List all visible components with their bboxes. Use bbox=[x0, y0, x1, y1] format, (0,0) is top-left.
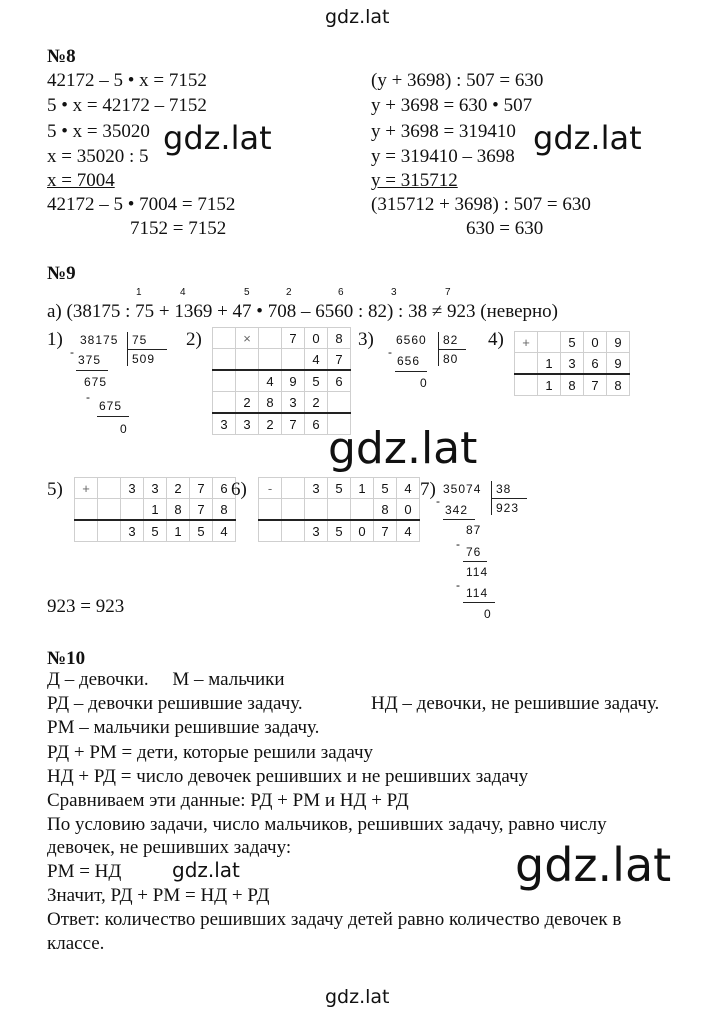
div1-underline bbox=[97, 416, 129, 417]
digit: 5 bbox=[190, 520, 213, 542]
watermark-top: gdz.lat bbox=[325, 6, 390, 28]
task8-title: №8 bbox=[47, 46, 76, 67]
expression-text: a) (38175 : 75 + 1369 + 47 • 708 – 6560 : 82) : 38 bbox=[47, 301, 428, 322]
step-label: 4) bbox=[488, 329, 504, 350]
task10-line: НД + РД = число девочек решивших и не решивших задачу bbox=[47, 766, 529, 787]
task8-right-check: (315712 + 3698) : 507 = 630 bbox=[371, 194, 591, 215]
task10-title: №10 bbox=[47, 648, 86, 669]
div7-quotient: 923 bbox=[496, 501, 520, 515]
digit: 3 bbox=[121, 520, 144, 542]
digit: 8 bbox=[374, 499, 397, 521]
digit: 1 bbox=[144, 499, 167, 521]
div1-underline bbox=[76, 370, 108, 371]
digit: 1 bbox=[167, 520, 190, 542]
digit: 8 bbox=[607, 374, 630, 396]
order-number: 2 bbox=[286, 287, 292, 298]
expression-result: 923 (неверно) bbox=[447, 301, 558, 322]
task8-right-line: y + 3698 = 630 • 507 bbox=[371, 95, 533, 116]
div3-underline bbox=[395, 371, 427, 372]
task10-line: РМ – мальчики решившие задачу. bbox=[47, 717, 320, 738]
digit: 7 bbox=[190, 499, 213, 521]
order-number: 7 bbox=[445, 287, 451, 298]
digit: 5 bbox=[305, 370, 328, 392]
digit: 7 bbox=[328, 349, 351, 371]
digit: 4 bbox=[305, 349, 328, 371]
div1-step: 675 bbox=[99, 399, 123, 413]
div7-step: 76 bbox=[466, 545, 482, 559]
order-number: 6 bbox=[338, 287, 344, 298]
digit: 5 bbox=[144, 520, 167, 542]
digit: 3 bbox=[305, 478, 328, 499]
div1-step: 375 bbox=[78, 353, 102, 367]
div7-step: 342 bbox=[445, 503, 469, 517]
step-label: 7) bbox=[420, 479, 436, 500]
task10-line: РМ = НД bbox=[47, 861, 122, 882]
task10-line: РД + РМ = дети, которые решили задачу bbox=[47, 742, 374, 763]
watermark-task10-small: gdz.lat bbox=[172, 858, 240, 882]
div1-divisor: 75 bbox=[132, 333, 148, 347]
digit: 8 bbox=[259, 392, 282, 414]
task8-right-line: y + 3698 = 319410 bbox=[371, 121, 516, 142]
add4-grid bbox=[514, 331, 630, 396]
div1-quotient: 509 bbox=[132, 352, 156, 366]
div3-dividend: 6560 bbox=[396, 333, 427, 347]
step-label: 3) bbox=[358, 329, 374, 350]
digit: 3 bbox=[282, 392, 305, 414]
task10-line: Д – девочки. М – мальчики bbox=[47, 669, 285, 690]
digit: 3 bbox=[121, 478, 144, 499]
digit: 6 bbox=[584, 353, 607, 375]
not-equal-sign: ≠ bbox=[431, 301, 443, 322]
digit: 8 bbox=[213, 499, 236, 521]
digit: 6 bbox=[305, 413, 328, 435]
digit: 5 bbox=[374, 478, 397, 499]
div7-step: 87 bbox=[466, 523, 482, 537]
task9-title: №9 bbox=[47, 263, 76, 284]
task10-line: По условию задачи, число мальчиков, решивших задачу, равно числу bbox=[47, 814, 607, 835]
task8-right-line: (y + 3698) : 507 = 630 bbox=[371, 70, 544, 91]
digit: 5 bbox=[328, 478, 351, 499]
digit: 2 bbox=[259, 413, 282, 435]
step-label: 6) bbox=[231, 479, 247, 500]
task10-line: НД – девочки, не решившие задачу. bbox=[371, 693, 660, 714]
task10-line: классе. bbox=[47, 933, 105, 954]
div1-dividend: 38175 bbox=[80, 333, 119, 347]
digit: 7 bbox=[282, 328, 305, 349]
div7-underline bbox=[463, 561, 487, 562]
watermark-task8-left: gdz.lat bbox=[163, 119, 272, 157]
digit: 1 bbox=[538, 374, 561, 396]
digit: 9 bbox=[607, 353, 630, 375]
digit: 3 bbox=[236, 413, 259, 435]
watermark-task10-large: gdz.lat bbox=[515, 838, 672, 892]
sign: × bbox=[236, 328, 259, 349]
digit: 7 bbox=[282, 413, 305, 435]
minus-sign: - bbox=[86, 390, 90, 404]
task10-line: девочек, не решивших задачу: bbox=[47, 837, 292, 858]
digit: 3 bbox=[213, 413, 236, 435]
step-label: 5) bbox=[47, 479, 63, 500]
digit: 4 bbox=[259, 370, 282, 392]
task8-left-check: 42172 – 5 • 7004 = 7152 bbox=[47, 194, 236, 215]
digit: 1 bbox=[351, 478, 374, 499]
digit: 3 bbox=[305, 520, 328, 542]
div3-step: 656 bbox=[397, 354, 421, 368]
task10-line: Сравниваем эти данные: РД + РМ и НД + РД bbox=[47, 790, 409, 811]
task8-right-answer: y = 315712 bbox=[371, 170, 458, 191]
minus-sign: - bbox=[388, 345, 392, 359]
digit: 8 bbox=[561, 374, 584, 396]
digit: 0 bbox=[351, 520, 374, 542]
task8-left-check-result: 7152 = 7152 bbox=[130, 218, 227, 239]
minus-sign: - bbox=[456, 578, 460, 592]
task10-line: Значит, РД + РМ = НД + РД bbox=[47, 885, 270, 906]
digit: 2 bbox=[305, 392, 328, 414]
task9-check: 923 = 923 bbox=[47, 596, 125, 617]
digit: 7 bbox=[584, 374, 607, 396]
div7-step: 114 bbox=[466, 565, 489, 579]
div3-bracket-horizontal bbox=[438, 349, 466, 350]
sign: + bbox=[515, 332, 538, 353]
digit: 6 bbox=[213, 478, 236, 499]
digit: 4 bbox=[213, 520, 236, 542]
digit: 9 bbox=[607, 332, 630, 353]
watermark-task8-right: gdz.lat bbox=[533, 119, 642, 157]
digit: 3 bbox=[144, 478, 167, 499]
div7-step: 114 bbox=[466, 586, 489, 600]
task8-right-line: y = 319410 – 3698 bbox=[371, 146, 515, 167]
div7-divisor: 38 bbox=[496, 482, 512, 496]
div7-dividend: 35074 bbox=[443, 482, 482, 496]
watermark-bottom: gdz.lat bbox=[325, 986, 390, 1008]
watermark-task9: gdz.lat bbox=[328, 423, 478, 474]
task8-right-check-result: 630 = 630 bbox=[466, 218, 544, 239]
order-number: 4 bbox=[180, 287, 186, 298]
minus-sign: - bbox=[70, 345, 74, 359]
task10-line: Ответ: количество решивших задачу детей равно количество девочек в bbox=[47, 909, 622, 930]
div3-divisor: 82 bbox=[443, 333, 459, 347]
step-label: 2) bbox=[186, 329, 202, 350]
div1-bracket-horizontal bbox=[127, 349, 167, 350]
digit: 8 bbox=[328, 328, 351, 349]
task8-left-line: 5 • x = 42172 – 7152 bbox=[47, 95, 207, 116]
digit: 2 bbox=[236, 392, 259, 414]
sub6-grid bbox=[258, 477, 420, 542]
div3-quotient: 80 bbox=[443, 352, 459, 366]
task8-left-line: x = 35020 : 5 bbox=[47, 146, 149, 167]
div3-step: 0 bbox=[420, 376, 427, 390]
digit: 0 bbox=[584, 332, 607, 353]
digit: 5 bbox=[561, 332, 584, 353]
digit: 9 bbox=[282, 370, 305, 392]
add5-grid bbox=[74, 477, 236, 542]
div1-step: 0 bbox=[120, 422, 127, 436]
mul2-grid bbox=[212, 327, 351, 435]
task8-left-line: 42172 – 5 • x = 7152 bbox=[47, 70, 207, 91]
digit: 3 bbox=[561, 353, 584, 375]
minus-sign: - bbox=[456, 537, 460, 551]
step-label: 1) bbox=[47, 329, 63, 350]
div7-underline bbox=[463, 602, 495, 603]
digit: 2 bbox=[167, 478, 190, 499]
digit: 7 bbox=[190, 478, 213, 499]
digit: 8 bbox=[167, 499, 190, 521]
digit: 6 bbox=[328, 370, 351, 392]
digit: 0 bbox=[305, 328, 328, 349]
task9-expression bbox=[47, 300, 558, 324]
order-number: 1 bbox=[136, 287, 142, 298]
order-number: 3 bbox=[391, 287, 397, 298]
digit: 1 bbox=[538, 353, 561, 375]
div1-step: 675 bbox=[84, 375, 108, 389]
task8-left-line: 5 • x = 35020 bbox=[47, 121, 150, 142]
sign: - bbox=[259, 478, 282, 499]
task10-line: РД – девочки решившие задачу. bbox=[47, 693, 303, 714]
div7-bracket-horizontal bbox=[491, 498, 527, 499]
order-number: 5 bbox=[244, 287, 250, 298]
digit: 7 bbox=[374, 520, 397, 542]
div7-step: 0 bbox=[484, 607, 491, 621]
digit: 4 bbox=[397, 478, 420, 499]
sign: + bbox=[75, 478, 98, 499]
digit: 5 bbox=[328, 520, 351, 542]
div7-underline bbox=[443, 519, 475, 520]
digit: 0 bbox=[397, 499, 420, 521]
task8-left-answer: x = 7004 bbox=[47, 170, 115, 191]
minus-sign: - bbox=[436, 494, 440, 508]
digit: 4 bbox=[397, 520, 420, 542]
